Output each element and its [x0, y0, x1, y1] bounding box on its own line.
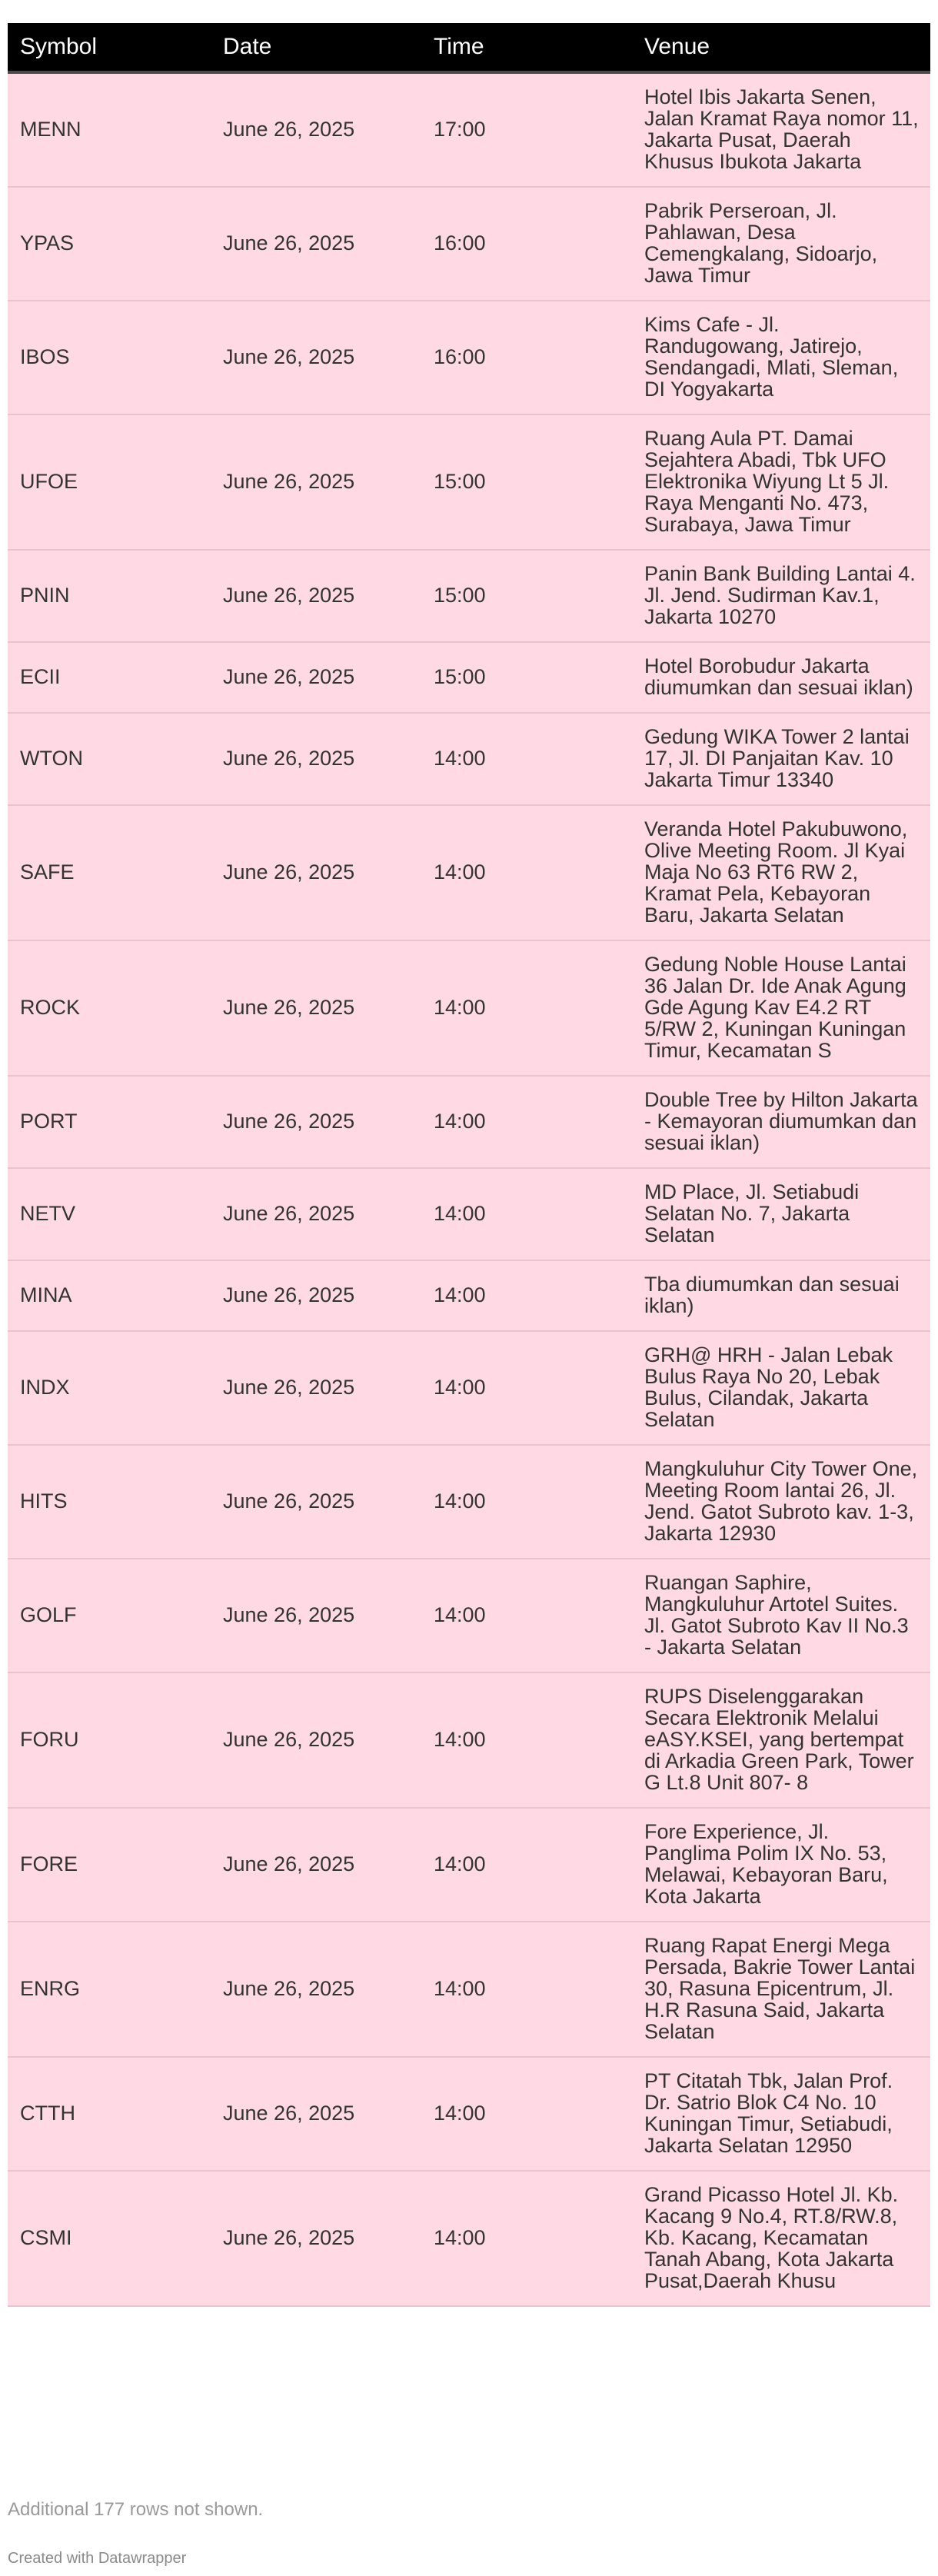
table-row — [8, 2057, 930, 2171]
cell-venue: RUPS Diselenggarakan Secara Elektronik Melalui eASY.KSEI, yang bertempat di Arkadia Green Park, Tower G Lt.8 Unit 807- 8 — [632, 1672, 930, 1808]
cell-venue: Hotel Ibis Jakarta Senen, Jalan Kramat Raya nomor 11, Jakarta Pusat, Daerah Khusus Ibukota Jakarta — [632, 72, 930, 187]
cell-venue: Ruangan Saphire, Mangkuluhur Artotel Suites. Jl. Gatot Subroto Kav II No.3 - Jakarta Selatan — [632, 1559, 930, 1672]
cell-date: June 26, 2025 — [211, 1445, 421, 1559]
cell-symbol: ECII — [8, 642, 211, 713]
table-row — [8, 1445, 930, 1559]
cell-time: 14:00 — [421, 940, 632, 1076]
cell-time: 15:00 — [421, 414, 632, 550]
column-header-symbol[interactable]: Symbol — [8, 23, 211, 72]
table-row — [8, 1808, 930, 1922]
cell-symbol: ENRG — [8, 1922, 211, 2057]
cell-time: 16:00 — [421, 187, 632, 301]
table-row — [8, 1922, 930, 2057]
cell-date: June 26, 2025 — [211, 940, 421, 1076]
cell-symbol: PORT — [8, 1076, 211, 1168]
cell-venue: Double Tree by Hilton Jakarta - Kemayoran diumumkan dan sesuai iklan) — [632, 1076, 930, 1168]
table-row — [8, 642, 930, 713]
table-notes: Additional 177 rows not shown. — [8, 2499, 264, 2520]
cell-time: 14:00 — [421, 1808, 632, 1922]
cell-symbol: ROCK — [8, 940, 211, 1076]
cell-date: June 26, 2025 — [211, 187, 421, 301]
cell-date: June 26, 2025 — [211, 2171, 421, 2306]
datawrapper-credit: Created with Datawrapper — [8, 2550, 187, 2567]
cell-symbol: MINA — [8, 1260, 211, 1331]
cell-date: June 26, 2025 — [211, 72, 421, 187]
cell-time: 14:00 — [421, 1672, 632, 1808]
table-row — [8, 1168, 930, 1260]
cell-time: 14:00 — [421, 1168, 632, 1260]
table-row — [8, 940, 930, 1076]
cell-date: June 26, 2025 — [211, 1331, 421, 1445]
cell-date: June 26, 2025 — [211, 414, 421, 550]
cell-symbol: SAFE — [8, 805, 211, 940]
cell-symbol: PNIN — [8, 550, 211, 642]
cell-time: 14:00 — [421, 713, 632, 805]
cell-time: 16:00 — [421, 301, 632, 414]
cell-time: 14:00 — [421, 1922, 632, 2057]
cell-date: June 26, 2025 — [211, 1922, 421, 2057]
cell-date: June 26, 2025 — [211, 550, 421, 642]
cell-venue: Pabrik Perseroan, Jl. Pahlawan, Desa Cemengkalang, Sidoarjo, Jawa Timur — [632, 187, 930, 301]
cell-date: June 26, 2025 — [211, 1559, 421, 1672]
cell-venue: Veranda Hotel Pakubuwono, Olive Meeting Room. Jl Kyai Maja No 63 RT6 RW 2, Kramat Pela, Kebayoran Baru, Jakarta Selatan — [632, 805, 930, 940]
cell-venue: Gedung Noble House Lantai 36 Jalan Dr. Ide Anak Agung Gde Agung Kav E4.2 RT 5/RW 2, Kuningan Kuningan Timur, Kecamatan S — [632, 940, 930, 1076]
cell-venue: Grand Picasso Hotel Jl. Kb. Kacang 9 No.4, RT.8/RW.8, Kb. Kacang, Kecamatan Tanah Abang, Kota Jakarta Pusat,Daerah Khusu — [632, 2171, 930, 2306]
cell-venue: Ruang Rapat Energi Mega Persada, Bakrie Tower Lantai 30, Rasuna Epicentrum, Jl. H.R Rasuna Said, Jakarta Selatan — [632, 1922, 930, 2057]
cell-symbol: CTTH — [8, 2057, 211, 2171]
table-row — [8, 2171, 930, 2306]
cell-venue: GRH@ HRH - Jalan Lebak Bulus Raya No 20, Lebak Bulus, Cilandak, Jakarta Selatan — [632, 1331, 930, 1445]
cell-time: 14:00 — [421, 1445, 632, 1559]
cell-time: 14:00 — [421, 1331, 632, 1445]
cell-time: 15:00 — [421, 550, 632, 642]
cell-symbol: WTON — [8, 713, 211, 805]
table-row — [8, 187, 930, 301]
table-row — [8, 1076, 930, 1168]
cell-date: June 26, 2025 — [211, 805, 421, 940]
table-row — [8, 1331, 930, 1445]
data-table-container — [8, 23, 930, 2307]
table-row — [8, 1559, 930, 1672]
cell-symbol: IBOS — [8, 301, 211, 414]
cell-venue: Tba diumumkan dan sesuai iklan) — [632, 1260, 930, 1331]
cell-symbol: FORU — [8, 1672, 211, 1808]
cell-date: June 26, 2025 — [211, 1260, 421, 1331]
header-row — [8, 23, 930, 72]
table-row — [8, 1672, 930, 1808]
cell-venue: Hotel Borobudur Jakarta diumumkan dan sesuai iklan) — [632, 642, 930, 713]
cell-venue: Gedung WIKA Tower 2 lantai 17, Jl. DI Panjaitan Kav. 10 Jakarta Timur 13340 — [632, 713, 930, 805]
cell-date: June 26, 2025 — [211, 642, 421, 713]
column-header-time[interactable]: Time — [421, 23, 632, 72]
cell-venue: Fore Experience, Jl. Panglima Polim IX No. 53, Melawai, Kebayoran Baru, Kota Jakarta — [632, 1808, 930, 1922]
cell-time: 14:00 — [421, 2171, 632, 2306]
table-row — [8, 301, 930, 414]
cell-venue: Panin Bank Building Lantai 4. Jl. Jend. Sudirman Kav.1, Jakarta 10270 — [632, 550, 930, 642]
cell-venue: PT Citatah Tbk, Jalan Prof. Dr. Satrio Blok C4 No. 10 Kuningan Timur, Setiabudi, Jakarta Selatan 12950 — [632, 2057, 930, 2171]
cell-venue: MD Place, Jl. Setiabudi Selatan No. 7, Jakarta Selatan — [632, 1168, 930, 1260]
cell-symbol: UFOE — [8, 414, 211, 550]
cell-symbol: HITS — [8, 1445, 211, 1559]
cell-symbol: YPAS — [8, 187, 211, 301]
cell-date: June 26, 2025 — [211, 1076, 421, 1168]
table-row — [8, 550, 930, 642]
table-body — [8, 72, 930, 2306]
cell-symbol: INDX — [8, 1331, 211, 1445]
cell-date: June 26, 2025 — [211, 713, 421, 805]
table-header — [8, 23, 930, 72]
column-header-venue[interactable]: Venue — [632, 23, 930, 72]
data-table — [8, 23, 930, 2307]
cell-date: June 26, 2025 — [211, 2057, 421, 2171]
cell-venue: Mangkuluhur City Tower One, Meeting Room lantai 26, Jl. Jend. Gatot Subroto kav. 1-3, Jakarta 12930 — [632, 1445, 930, 1559]
cell-symbol: CSMI — [8, 2171, 211, 2306]
table-row — [8, 805, 930, 940]
cell-time: 15:00 — [421, 642, 632, 713]
cell-symbol: GOLF — [8, 1559, 211, 1672]
cell-time: 14:00 — [421, 1559, 632, 1672]
column-header-date[interactable]: Date — [211, 23, 421, 72]
cell-venue: Ruang Aula PT. Damai Sejahtera Abadi, Tbk UFO Elektronika Wiyung Lt 5 Jl. Raya Menganti No. 473, Surabaya, Jawa Timur — [632, 414, 930, 550]
table-row — [8, 72, 930, 187]
cell-symbol: NETV — [8, 1168, 211, 1260]
cell-symbol: FORE — [8, 1808, 211, 1922]
cell-time: 14:00 — [421, 805, 632, 940]
table-row — [8, 1260, 930, 1331]
cell-date: June 26, 2025 — [211, 301, 421, 414]
cell-venue: Kims Cafe - Jl. Randugowang, Jatirejo, Sendangadi, Mlati, Sleman, DI Yogyakarta — [632, 301, 930, 414]
table-row — [8, 414, 930, 550]
cell-symbol: MENN — [8, 72, 211, 187]
cell-date: June 26, 2025 — [211, 1672, 421, 1808]
cell-date: June 26, 2025 — [211, 1168, 421, 1260]
cell-time: 14:00 — [421, 1076, 632, 1168]
cell-time: 17:00 — [421, 72, 632, 187]
cell-date: June 26, 2025 — [211, 1808, 421, 1922]
table-row — [8, 713, 930, 805]
cell-time: 14:00 — [421, 2057, 632, 2171]
cell-time: 14:00 — [421, 1260, 632, 1331]
